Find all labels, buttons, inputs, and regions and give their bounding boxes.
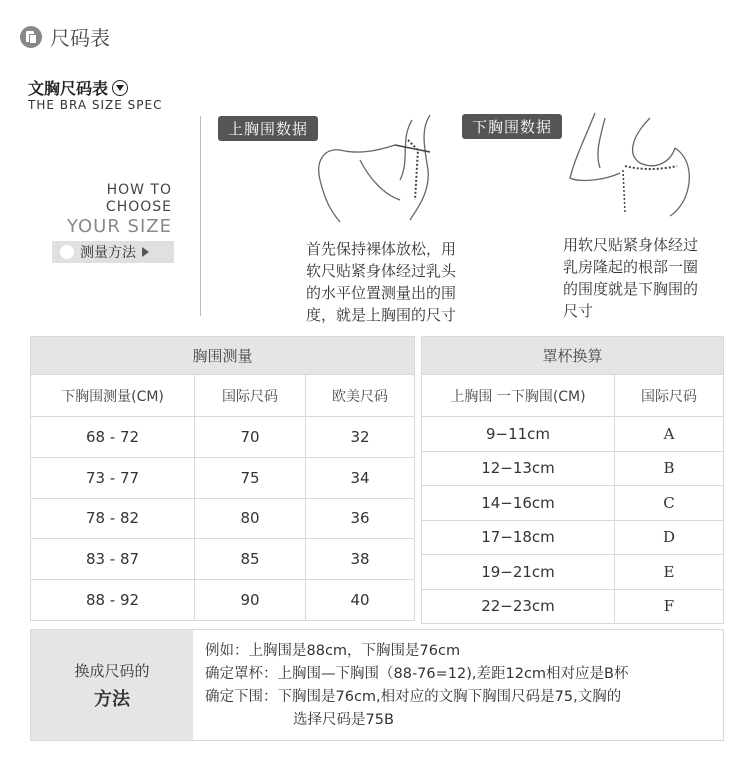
under-bust-cell: 88 - 92 — [31, 580, 195, 621]
method-label-line2: 方法 — [94, 688, 130, 710]
upper-desc-line: 度，就是上胸围的尺寸 — [306, 306, 457, 324]
upper-bust-tag: 上胸围数据 — [218, 116, 318, 141]
table-row — [422, 486, 724, 521]
upper-bust-description — [306, 238, 456, 326]
page-title: 尺码表 — [50, 26, 110, 50]
lower-desc-line: 尺寸 — [563, 302, 594, 320]
method-label — [31, 630, 193, 740]
measure-method-label: 测量方法 — [80, 245, 136, 261]
bra-size-subtitle: THE BRA SIZE SPEC — [28, 98, 163, 112]
column-header: 国际尺码 — [615, 375, 724, 417]
bust-measure-table — [30, 336, 415, 621]
lower-desc-line: 乳房隆起的根部一圈 — [563, 258, 699, 276]
how-to-line1: HOW TO — [106, 182, 172, 198]
method-line: 确定下围：下胸围是76cm,相对应的文胸下胸围尺码是75,文胸的 — [205, 689, 622, 705]
lower-bust-illustration — [565, 108, 705, 218]
upper-bust-illustration — [300, 110, 450, 225]
cup-size-cell: F — [615, 589, 724, 624]
under-bust-cell: 68 - 72 — [31, 417, 195, 458]
upper-desc-line: 首先保持裸体放松，用 — [306, 240, 457, 258]
cup-size-cell: A — [615, 417, 724, 452]
under-bust-cell: 73 - 77 — [31, 457, 195, 498]
method-content — [193, 630, 723, 740]
intl-size-cell: 80 — [195, 498, 306, 539]
circle-down-arrow-icon — [112, 80, 128, 96]
lower-desc-line: 用软尺贴紧身体经过 — [563, 236, 699, 254]
size-chart-icon — [20, 26, 42, 48]
method-line: 选择尺码是75B — [293, 712, 394, 728]
cup-size-cell: E — [615, 555, 724, 590]
method-line: 确定罩杯：上胸围—下胸围（88-76=12),差距12cm相对应是B杯 — [205, 666, 629, 682]
column-header: 上胸围 一下胸围(CM) — [422, 375, 615, 417]
eu-us-size-cell: 38 — [306, 539, 415, 580]
under-bust-cell: 78 - 82 — [31, 498, 195, 539]
lower-bust-tag: 下胸围数据 — [462, 114, 562, 139]
page-header — [20, 22, 110, 51]
lower-desc-line: 的围度就是下胸围的 — [563, 280, 699, 298]
intl-size-cell: 85 — [195, 539, 306, 580]
bust-difference-cell: 9−11cm — [422, 417, 615, 452]
cup-size-cell: C — [615, 486, 724, 521]
eu-us-size-cell: 32 — [306, 417, 415, 458]
eu-us-size-cell: 34 — [306, 457, 415, 498]
table-row — [422, 555, 724, 590]
bust-difference-cell: 14−16cm — [422, 486, 615, 521]
bra-size-title — [28, 76, 128, 99]
eu-us-size-cell: 36 — [306, 498, 415, 539]
your-size-label: YOUR SIZE — [66, 216, 172, 237]
column-header: 国际尺码 — [195, 375, 306, 417]
method-label-line1: 换成尺码的 — [74, 661, 150, 680]
intl-size-cell: 70 — [195, 417, 306, 458]
method-line: 例如：上胸围是88cm，下胸围是76cm — [205, 643, 461, 659]
cup-size-cell: D — [615, 520, 724, 555]
table-row — [31, 580, 415, 621]
upper-desc-line: 软尺贴紧身体经过乳头 — [306, 262, 457, 280]
table-row — [422, 520, 724, 555]
measure-method-button[interactable] — [52, 241, 174, 263]
bra-size-title-text: 文胸尺码表 — [28, 79, 109, 98]
size-method-box — [30, 629, 724, 741]
how-to-choose — [106, 182, 172, 216]
column-header: 欧美尺码 — [306, 375, 415, 417]
circle-icon — [60, 245, 74, 259]
table-row — [31, 457, 415, 498]
upper-desc-line: 的水平位置测量出的围 — [306, 284, 457, 302]
table-row — [31, 417, 415, 458]
bust-measure-group-header: 胸围测量 — [31, 337, 415, 375]
divider — [200, 116, 201, 316]
cup-conversion-group-header: 罩杯换算 — [422, 337, 724, 375]
table-row — [422, 589, 724, 624]
bust-difference-cell: 22−23cm — [422, 589, 615, 624]
bust-difference-cell: 19−21cm — [422, 555, 615, 590]
bust-difference-cell: 17−18cm — [422, 520, 615, 555]
table-row — [422, 451, 724, 486]
eu-us-size-cell: 40 — [306, 580, 415, 621]
cup-conversion-table — [421, 336, 724, 624]
how-to-line2: CHOOSE — [105, 199, 172, 215]
lower-bust-description — [563, 234, 698, 322]
table-row — [422, 417, 724, 452]
cup-size-cell: B — [615, 451, 724, 486]
under-bust-cell: 83 - 87 — [31, 539, 195, 580]
table-row — [31, 498, 415, 539]
column-header: 下胸围测量(CM) — [31, 375, 195, 417]
bust-difference-cell: 12−13cm — [422, 451, 615, 486]
table-row — [31, 539, 415, 580]
play-arrow-icon — [142, 247, 149, 257]
intl-size-cell: 90 — [195, 580, 306, 621]
intl-size-cell: 75 — [195, 457, 306, 498]
